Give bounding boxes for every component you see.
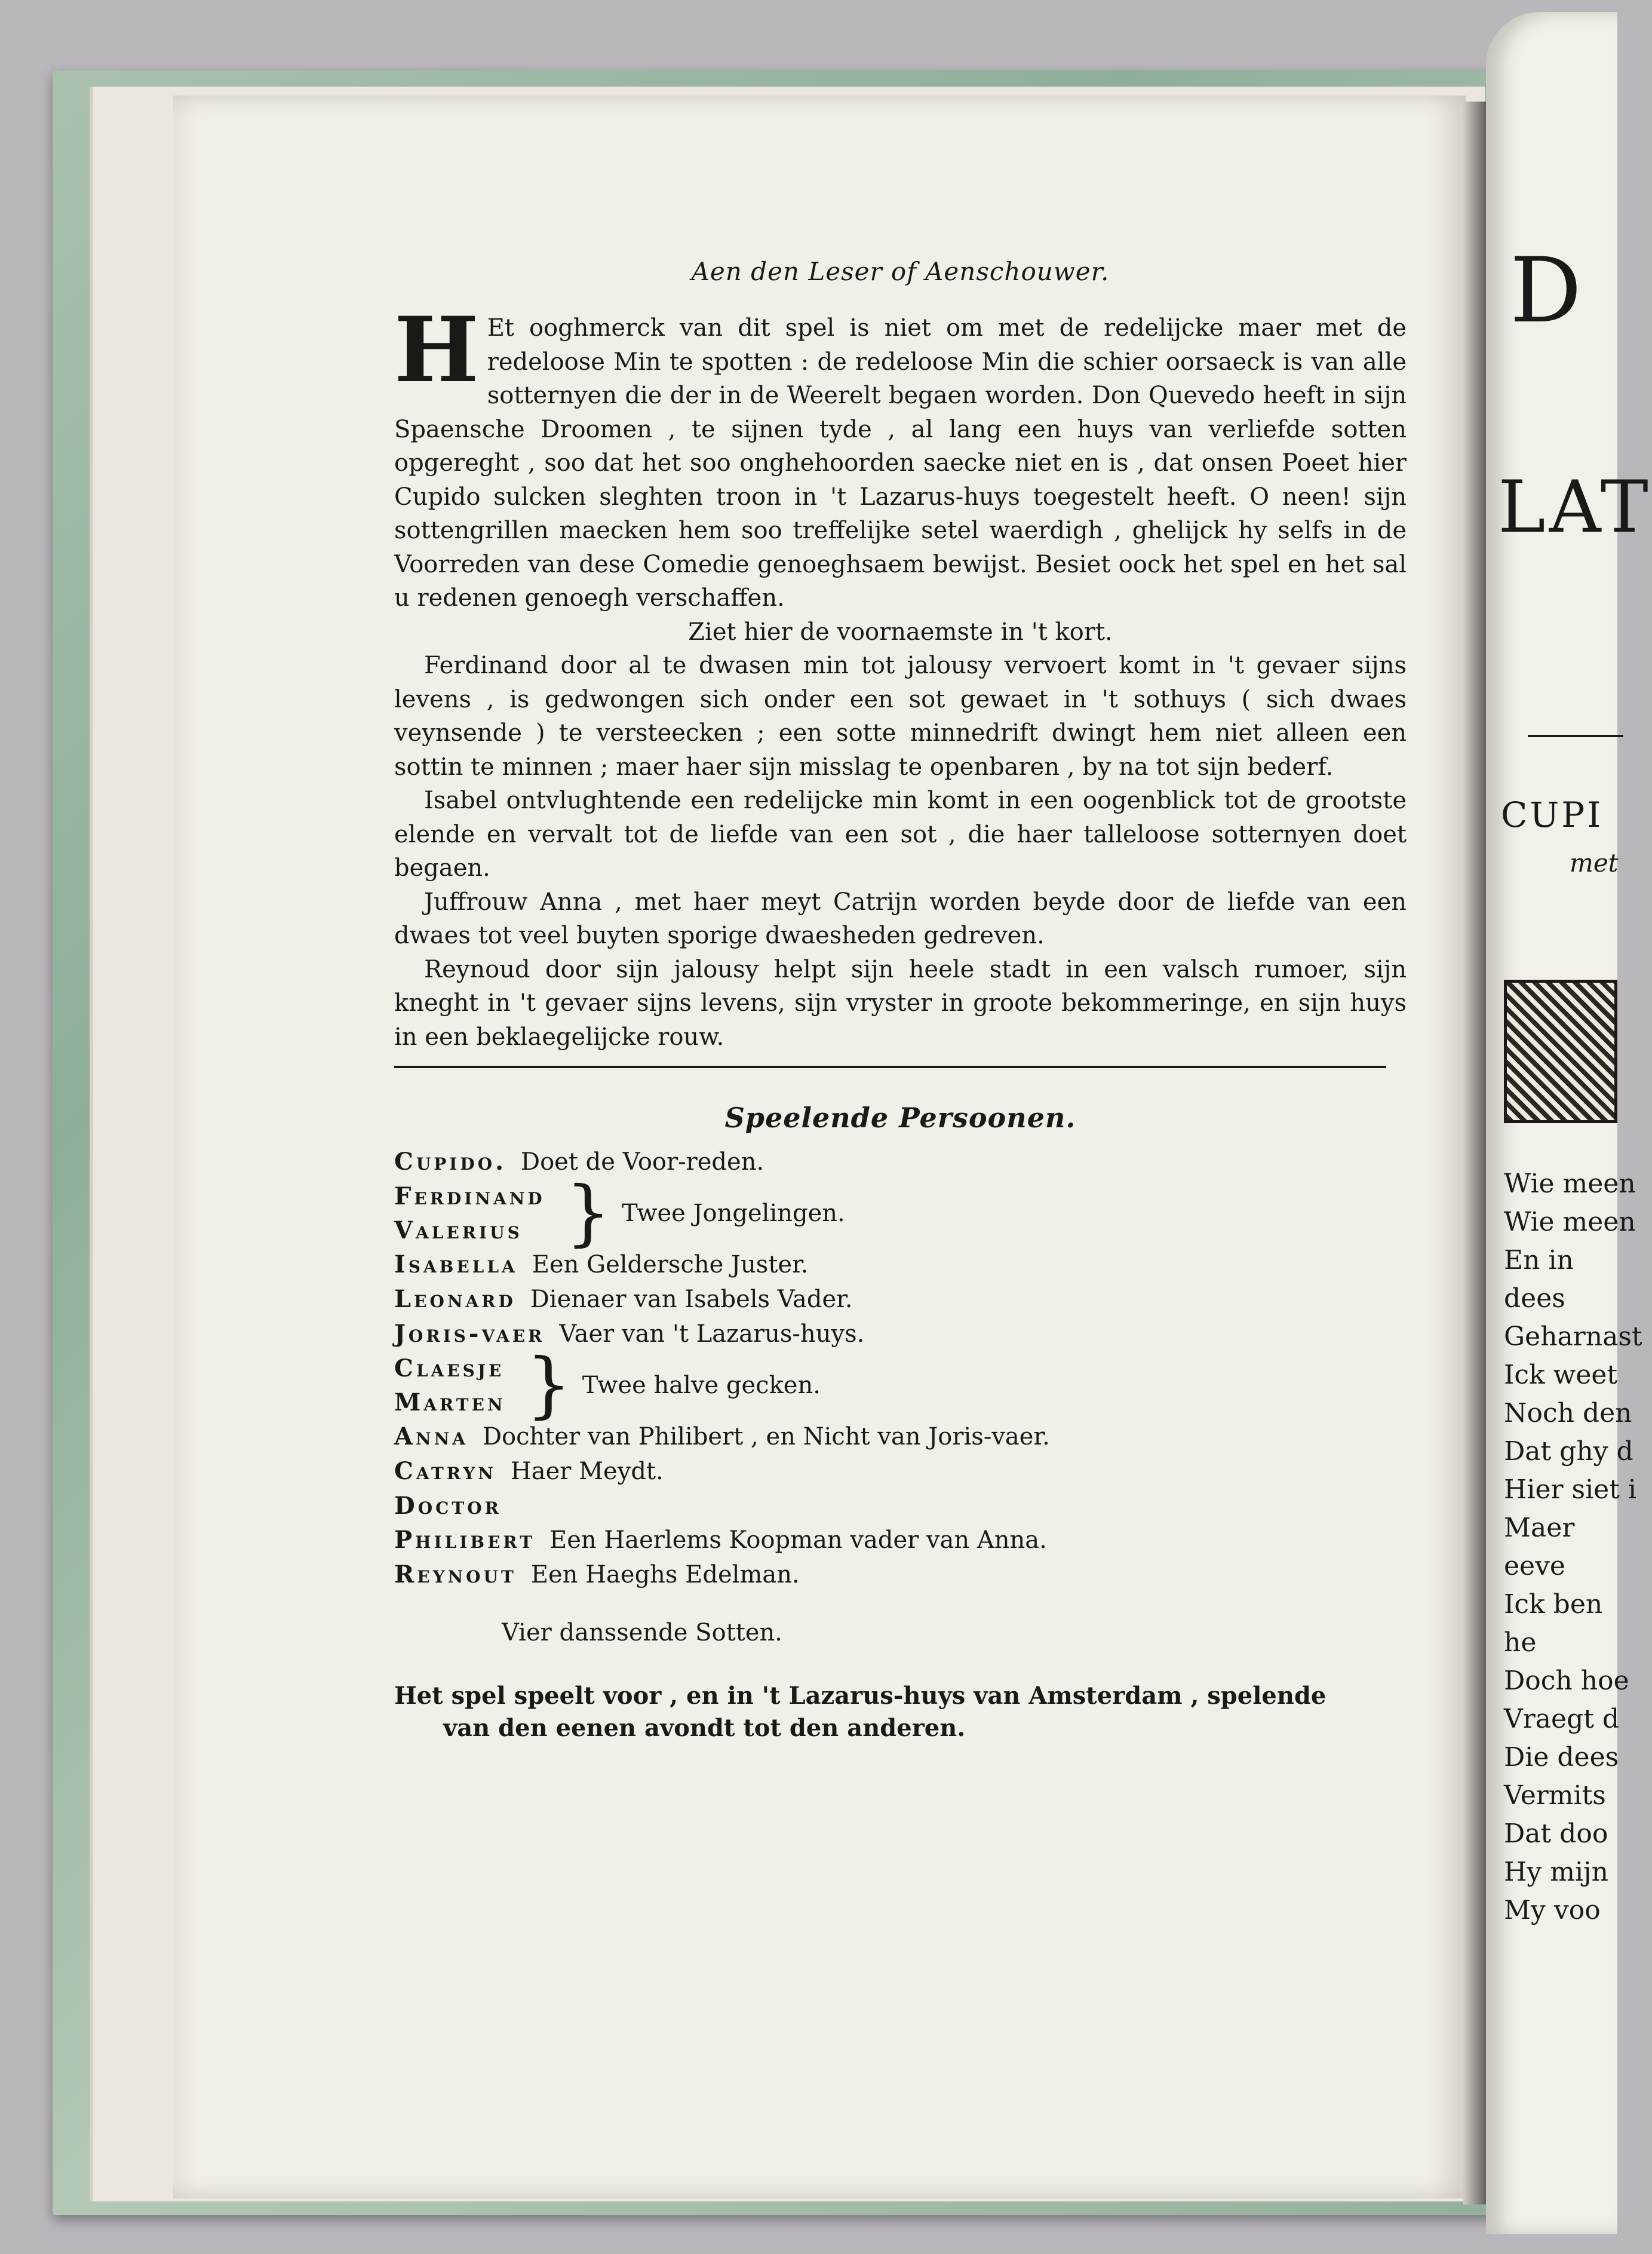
cast-description: Doet de Voor-reden. [521,1148,764,1176]
right-line: Ick weet [1504,1360,1618,1390]
cast-name: Valerius [394,1216,523,1244]
preface-paragraph-2: Ferdinand door al te dwasen min tot jalousy vervoert komt in 't gevaer sijns levens , is gedwongen sich onder een sot gewaet in 't sothuys ( sich dwaes veynsende ) te versteecken ; een sotte minnedrift dwingt hem niet alleen een sottin te minnen ; maer haer sijn misslag te openbaren , by na tot sijn bederf. [394,652,1407,781]
cast-description: Twee halve gecken. [582,1371,821,1399]
cast-row [394,1557,1407,1592]
drop-cap: H [394,298,479,403]
right-line: Dat doo [1504,1818,1608,1849]
preface-paragraph-3: Isabel ontvlughtende een redelijcke min komt in een oogenblick tot de grootste elende en vervalt tot de liefde van een sot , die haer talleloose sotternyen doet begaen. [394,787,1407,882]
cast-row [394,1454,1407,1489]
persons-title: Speelende Persoonen. [724,1102,1076,1134]
right-page [1486,12,1652,2234]
cast-description: Een Haerlems Koopman vader van Anna. [549,1526,1047,1554]
brace-glyph: } [565,1172,611,1255]
right-met-fragment: met [1570,848,1619,878]
ornamental-initial [1504,980,1617,1123]
preface-text-1: Et ooghmerck van dit spel is niet om met de redelijcke maer met de redeloose Min te spotten : de redeloose Min die schier oorsaeck is van alle sotternyen die der in de Weerelt begaen worden. Don Quevedo heeft in sijn Spaensche Droomen , te sijnen tyde , al lang een huys van verliefde sotten opgereght , soo dat het soo onghehoorden saecke niet en is , dat onsen Poeet hier Cupido sulcken sleghten troon in 't Lazarus-huys toegestelt heeft. O neen! sijn sottengrillen maecken hem soo treffelijke setel waerdigh , ghelijck hy selfs in de Voorreden van dese Comedie genoeghsaem bewijst. Besiet oock het spel en het sal u redenen genoegh verschaffen. [394,314,1407,612]
cast-description: Vaer van 't Lazarus-huys. [559,1320,865,1348]
cast-description: Een Geldersche Juster. [532,1251,809,1278]
right-line: Dat ghy d [1504,1436,1633,1467]
brace-glyph: } [526,1344,572,1427]
dancers-line: Vier danssende Sotten. [502,1619,782,1646]
right-cupid-fragment: CUPI [1501,795,1604,835]
cast-row [394,1523,1407,1557]
cast-name: Philibert [394,1526,536,1554]
cast-name: Anna [394,1422,468,1450]
right-line: Doch hoe [1504,1666,1629,1696]
preface-paragraph-1 [394,298,1407,615]
right-line: My voo [1504,1895,1601,1925]
preface [394,298,1407,1054]
cast-group-names [394,1351,520,1419]
cast-description: Een Haeghs Edelman. [530,1561,800,1588]
cast-description: Dienaer van Isabels Vader. [530,1286,853,1313]
right-line: Noch den [1504,1398,1632,1428]
right-line: Hy mijn [1504,1857,1608,1887]
cast-group-names [394,1179,560,1247]
right-line: Geharnast [1504,1321,1642,1352]
preface-heading: Ziet hier de voornaemste in 't kort. [688,618,1113,646]
right-line: Vermits [1504,1780,1606,1811]
cast-row [394,1282,1407,1317]
preface-paragraph-4: Juffrouw Anna , met haer meyt Catrijn worden beyde door de liefde van een dwaes tot veel buyten sporige dwaesheden gedreven. [394,888,1407,949]
closing-line-1: Het spel speelt voor , en in 't Lazarus-huys van Amsterdam , spelende [394,1682,1326,1710]
right-line: Die dees [1504,1742,1619,1772]
right-title-fragment-1: D [1510,239,1582,343]
right-lines [1504,1165,1642,1930]
cast-name: Claesje [394,1354,505,1382]
cast-name: Ferdinand [394,1182,545,1210]
cast-row [394,1247,1407,1282]
right-line: Vraegt d [1504,1704,1620,1734]
right-line: Wie meen [1504,1169,1636,1199]
closing-note [394,1680,1407,1744]
cast-name: Leonard [394,1285,516,1313]
right-title-fragment-2: LAT [1498,466,1652,549]
cast-name: Reynout [394,1560,517,1588]
left-page-text [394,257,1407,1744]
cast-name: Isabella [394,1250,518,1278]
cast-name: Marten [394,1388,506,1416]
right-line: Hier siet i [1504,1474,1636,1505]
divider-rule [394,1066,1386,1068]
cast-list [394,1145,1407,1744]
right-line: Wie meen [1504,1207,1636,1237]
cast-group [394,1344,1407,1427]
closing-line-2: van den eenen avondt tot den anderen. [443,1714,966,1742]
running-head: Aen den Leser of Aenschouwer. [691,257,1110,286]
right-rule [1528,735,1623,737]
cast-name: Doctor [394,1492,502,1520]
cast-row [394,1419,1407,1454]
book-gutter [1463,102,1487,2204]
cast-group [394,1172,1407,1255]
cast-description: Haer Meydt. [510,1458,664,1485]
cast-name: Joris-vaer [394,1320,545,1348]
cast-name: Catryn [394,1457,496,1485]
cast-description: Dochter van Philibert , en Nicht van Joris-vaer. [482,1423,1050,1450]
cast-row [394,1489,1407,1523]
right-line: Maer eeve [1504,1513,1575,1581]
cast-name: Cupido. [394,1148,507,1176]
cast-row [394,1145,1407,1179]
cast-description: Twee Jongelingen. [621,1199,845,1227]
right-line: En in dees [1504,1245,1574,1314]
preface-paragraph-5: Reynoud door sijn jalousy helpt sijn heele stadt in een valsch rumoer, sijn kneght in 't gevaer sijns levens, sijn vryster in groote bekommeringe, en sijn huys in een beklaegelijcke rouw. [394,955,1407,1051]
right-line: Ick ben he [1504,1589,1603,1658]
